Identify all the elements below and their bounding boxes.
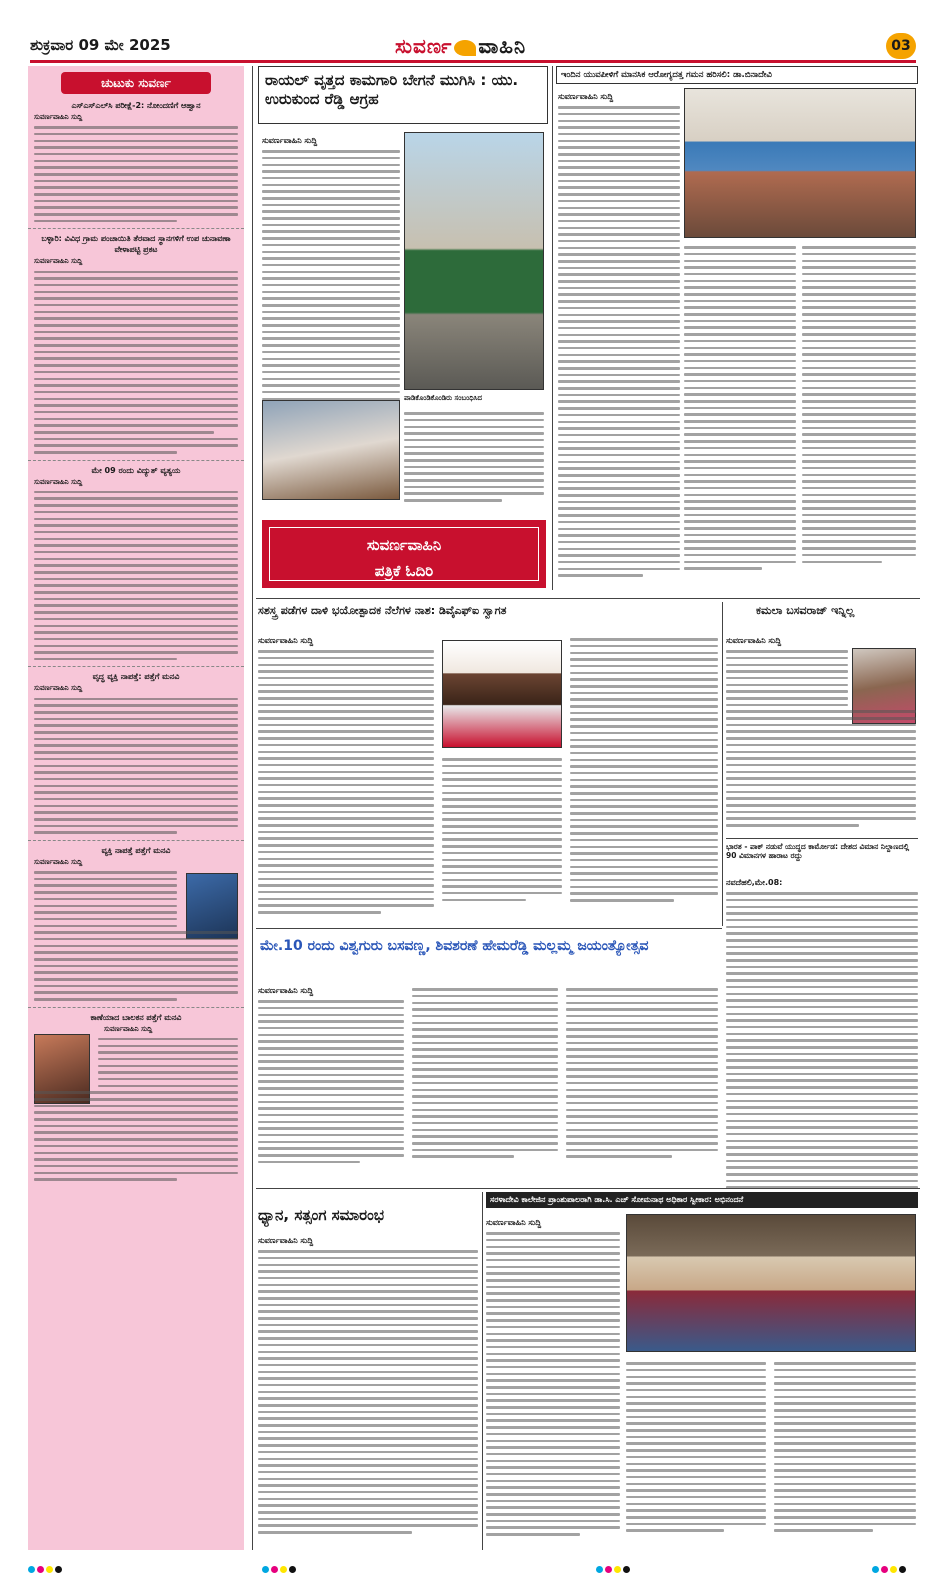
war-body [726, 892, 918, 1194]
brief-body-continued [34, 1091, 238, 1180]
missing-man-photo [186, 873, 238, 939]
left-brief-column [28, 66, 244, 1550]
yellow-dot-icon [46, 1566, 53, 1573]
magenta-dot-icon [271, 1566, 278, 1573]
newspaper-logo [395, 34, 526, 58]
dyfi-leader-photo [442, 640, 562, 748]
meditation-body [258, 1250, 478, 1533]
page-number: 03 [886, 33, 916, 59]
cyan-dot-icon [262, 1566, 269, 1573]
black-dot-icon [623, 1566, 630, 1573]
health-headline: ಇಂದಿನ ಯುವಪೀಳಿಗೆ ಮಾನಸಿಕ ಆರೋಗ್ಯದತ್ತ ಗಮನ ಹರಿಸಲಿ: ಡಾ.ಬಿನಾದೇವಿ [556, 66, 918, 84]
brief-byline: ಸುವರ್ಣವಾಹಿನಿ ಸುದ್ದಿ [34, 113, 83, 121]
brief-headline: ಬಳ್ಳಾರಿ: ವಿವಿಧ ಗ್ರಾಮ ಪಂಚಾಯಿತಿ ತೆರವಾದ ಸ್ಥಾನಗಳಿಗೆ ಉಪ ಚುನಾವಣಾ ವೇಳಾಪಟ್ಟಿ ಪ್ರಕಟ [41, 234, 231, 255]
magenta-dot-icon [37, 1566, 44, 1573]
health-byline: ಸುವರ್ಣವಾಹಿನಿ ಸುದ್ದಿ [558, 92, 614, 101]
forces-body-col3 [570, 634, 718, 902]
forces-body-col1 [258, 634, 434, 914]
promo-line-2: ಪತ್ರಿಕೆ ಓದಿರಿ [374, 562, 434, 580]
flights-cancelled-story [726, 842, 918, 1194]
college-headline: ಸರಳಾದೇವಿ ಕಾಲೇಜಿನ ಪ್ರಾಂಶುಪಾಲರಾಗಿ ಡಾ.ಸಿ. ಎಚ್ ಸೋಮನಾಥ ಅಧಿಕಾರ ಸ್ವೀಕಾರ: ಅಭಿನಂದನೆ [486, 1192, 918, 1208]
jayanti-headline: ಮೇ.10 ರಂದು ವಿಶ್ವಗುರು ಬಸವಣ್ಣ, ಶಿವಶರಣೆ ಹೇಮರೆಡ್ಡಿ ಮಲ್ಲಮ್ಮ ಜಯಂತ್ಯೋತ್ಸವ [260, 938, 649, 954]
brief-missing-man [28, 845, 244, 1008]
brief-body [34, 698, 238, 834]
college-principal-story [486, 1192, 918, 1550]
magenta-dot-icon [881, 1566, 888, 1573]
cyan-dot-icon [28, 1566, 35, 1573]
brief-power-cut [28, 465, 244, 668]
brief-byline: ಸುವರ್ಣವಾಹಿನಿ ಸುದ್ದಿ [104, 1024, 153, 1033]
meditation-byline: ಸುವರ್ಣವಾಹಿನಿ ಸುದ್ದಿ [258, 1236, 314, 1245]
left-column-title: ಚುಟುಕು ಸುವರ್ಣ [61, 72, 211, 94]
health-body-col1 [558, 90, 680, 577]
brief-byline: ಸುವರ್ಣವಾಹಿನಿ ಸುದ್ದಿ [34, 857, 83, 866]
yellow-dot-icon [280, 1566, 287, 1573]
clock-tower-photo [404, 132, 544, 390]
logo-flame-icon [454, 40, 476, 56]
college-byline: ಸುವರ್ಣವಾಹಿನಿ ಸುದ್ದಿ [486, 1218, 542, 1227]
college-body-col1 [486, 1216, 620, 1536]
section-rule [726, 838, 918, 839]
brief-body [34, 126, 238, 222]
registration-marks-right [872, 1558, 908, 1566]
brief-headline: ಎಸ್‌ಎಸ್‌ಎಲ್‌ಸಿ ಪರೀಕ್ಷೆ-2: ನೋಂದಣಿಗೆ ಆಹ್ವಾನ [71, 101, 201, 110]
obituary-byline: ಸುವರ್ಣವಾಹಿನಿ ಸುದ್ದಿ [726, 636, 782, 645]
brief-byline: ಸುವರ್ಣವಾಹಿನಿ ಸುದ್ದಿ [34, 477, 83, 486]
lead-body-left [262, 134, 400, 400]
war-byline: ನವದೆಹಲಿ,ಮೇ.08: [726, 878, 783, 887]
lead-story [258, 66, 548, 506]
yellow-dot-icon [890, 1566, 897, 1573]
college-body-col3 [774, 1358, 916, 1532]
health-body-col2 [684, 242, 796, 570]
black-dot-icon [289, 1566, 296, 1573]
obituary-body [726, 634, 916, 827]
brief-byline: ಸುವರ್ಣವಾಹಿನಿ ಸುದ್ದಿ [34, 684, 83, 693]
leader-portrait-photo [262, 400, 400, 500]
obituary-story [726, 604, 918, 834]
logo-left: ಸುವರ್ಣ [395, 34, 453, 58]
brief-sslc [28, 100, 244, 229]
registration-marks-mid-right [596, 1558, 632, 1566]
mental-health-story [556, 66, 918, 590]
issue-date: ಶುಕ್ರವಾರ 09 ಮೇ 2025 [30, 36, 171, 54]
lead-headline: ರಾಯಲ್ ವೃತ್ತದ ಕಾಮಗಾರಿ ಬೇಗನೆ ಮುಗಿಸಿ : ಯು. ಉರುಕುಂದ ರೆಡ್ಡಿ ಆಗ್ರಹ [258, 66, 548, 124]
jayanti-body-col1 [258, 984, 404, 1163]
jayanti-body-col3 [566, 984, 718, 1158]
brief-headline: ಮೇ 09 ರಂದು ವಿದ್ಯುತ್ ವ್ಯತ್ಯಯ [91, 465, 181, 475]
brief-headline: ವ್ಯಕ್ತಿ ನಾಪತ್ತೆ ಪತ್ತೆಗೆ ಮನವಿ [101, 845, 171, 855]
black-dot-icon [899, 1566, 906, 1573]
health-event-photo [684, 88, 916, 238]
dyfi-welcome-story [258, 604, 720, 922]
lead-photo-caption: ಪಾಡಿಕೊಂಡಿಕೊಂಡಿರು ಸಂಬಂಧಿಸಿದ [404, 394, 482, 402]
brief-body [34, 271, 238, 454]
masthead-rule [30, 60, 916, 63]
logo-right: ವಾಹಿನಿ [478, 34, 527, 58]
lead-byline: ಸುವರ್ಣವಾಹಿನಿ ಸುದ್ದಿ [262, 136, 318, 145]
section-rule [256, 928, 722, 929]
brief-headline: ಕಾಣೆಯಾದ ಬಾಲಕನ ಪತ್ತೆಗೆ ಮನವಿ [90, 1012, 182, 1022]
lead-body-right [404, 408, 544, 502]
obituary-headline: ಕಮಲಾ ಬಸವರಾಜ್ ಇನ್ನಿಲ್ಲ [756, 604, 855, 617]
forces-headline: ಸಶಸ್ತ್ರ ಪಡೆಗಳ ದಾಳಿ ಭಯೋತ್ಪಾದಕ ನೆಲೆಗಳ ನಾಶ: ಡಿವೈಎಫ್‌ಐ ಸ್ವಾಗತ [258, 604, 507, 617]
column-divider [552, 66, 553, 590]
magenta-dot-icon [605, 1566, 612, 1573]
yellow-dot-icon [614, 1566, 621, 1573]
column-divider [252, 66, 253, 1550]
registration-marks-left [28, 1558, 64, 1566]
forces-byline: ಸುವರ್ಣವಾಹಿನಿ ಸುದ್ದಿ [258, 636, 314, 645]
registration-marks-mid-left [262, 1558, 298, 1566]
cyan-dot-icon [596, 1566, 603, 1573]
black-dot-icon [55, 1566, 62, 1573]
section-rule [256, 1188, 920, 1189]
basava-jayanti-story [258, 932, 720, 1182]
college-felicitation-photo [626, 1214, 916, 1352]
brief-bypoll [28, 233, 244, 460]
brief-headline: ವೃದ್ಧ ವ್ಯಕ್ತಿ ನಾಪತ್ತೆ: ಪತ್ತೆಗೆ ಮನವಿ [92, 672, 180, 682]
meditation-story [258, 1194, 478, 1550]
column-divider [482, 1192, 483, 1550]
war-headline: ಭಾರತ - ಪಾಕ್ ನಡುವೆ ಯುದ್ಧದ ಕಾರ್ಮೋಡ: ದೇಶದ ವಿಮಾನ ನಿಲ್ದಾಣದಲ್ಲಿ 90 ವಿಮಾನಗಳ ಹಾರಾಟ ರದ್ದು [726, 842, 910, 861]
section-rule [256, 598, 920, 599]
column-divider [722, 602, 723, 926]
jayanti-body-col2 [412, 984, 558, 1158]
jayanti-byline: ಸುವರ್ಣವಾಹಿನಿ ಸುದ್ದಿ [258, 986, 314, 995]
masthead [0, 0, 945, 62]
brief-body [34, 491, 238, 661]
brief-byline: ಸುವರ್ಣವಾಹಿನಿ ಸುದ್ದಿ [34, 257, 83, 266]
meditation-headline: ಧ್ಯಾನ, ಸತ್ಸಂಗ ಸಮಾರಂಭ [258, 1206, 385, 1224]
brief-missing-elder [28, 671, 244, 840]
college-body-col2 [626, 1358, 766, 1532]
read-newspaper-promo [262, 520, 546, 588]
brief-missing-boy [28, 1012, 244, 1187]
health-body-col3 [802, 242, 916, 563]
forces-body-col2 [442, 754, 562, 901]
promo-line-1: ಸುವರ್ಣವಾಹಿನಿ [366, 536, 442, 554]
cyan-dot-icon [872, 1566, 879, 1573]
